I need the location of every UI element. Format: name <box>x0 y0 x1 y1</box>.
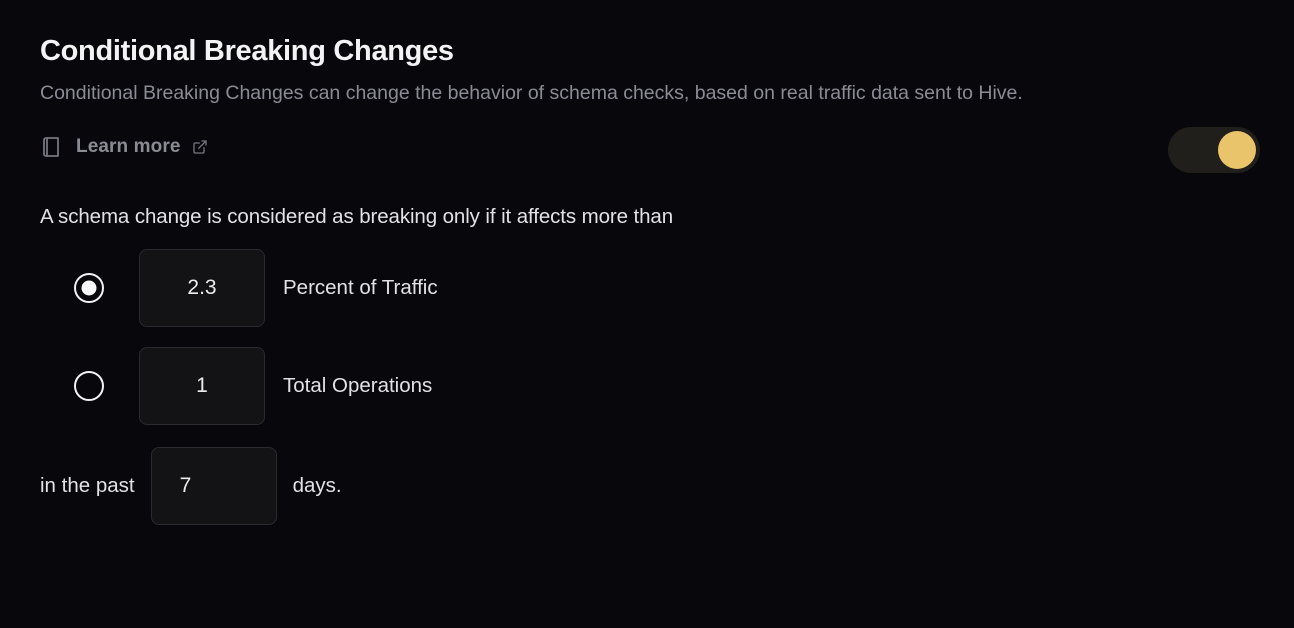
percent-of-traffic-input[interactable] <box>139 249 265 327</box>
condition-sentence: A schema change is considered as breaking only if it affects more than <box>40 205 674 229</box>
retention-period-row <box>40 447 1254 525</box>
learn-more-link[interactable]: Learn more <box>76 136 181 158</box>
radio-total-operations[interactable] <box>74 371 104 401</box>
past-prefix-label: in the past <box>40 474 135 498</box>
page-title: Conditional Breaking Changes <box>40 35 454 67</box>
total-operations-label: Total Operations <box>283 374 433 398</box>
external-link-icon[interactable] <box>192 139 208 155</box>
percent-of-traffic-label: Percent of Traffic <box>283 276 438 300</box>
conditional-breaking-changes-toggle[interactable] <box>1168 127 1260 173</box>
past-suffix-label: days. <box>292 474 342 498</box>
total-operations-input[interactable] <box>139 347 265 425</box>
past-days-input[interactable] <box>151 447 277 525</box>
option-total-operations[interactable] <box>40 347 1254 425</box>
book-icon <box>40 135 64 159</box>
section-description: Conditional Breaking Changes can change the behavior of schema checks, based on real traffic data sent to Hive. <box>40 81 1023 104</box>
option-percent-of-traffic[interactable] <box>40 249 1254 327</box>
toggle-knob <box>1218 131 1256 169</box>
learn-more-row <box>40 135 1254 159</box>
radio-percent-of-traffic[interactable] <box>74 273 104 303</box>
